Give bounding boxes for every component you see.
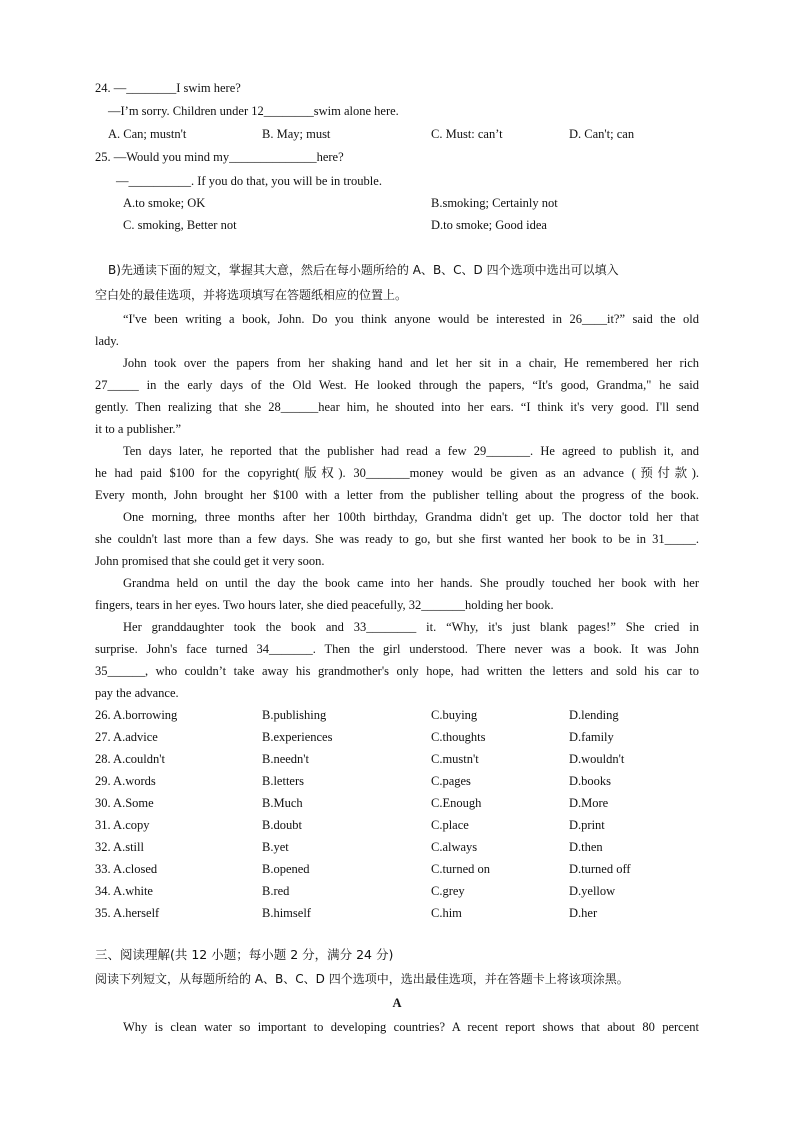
answer-option: C.mustn't — [431, 752, 479, 766]
answer-option: C.always — [431, 840, 478, 854]
answer-option: D.lending — [569, 708, 619, 722]
section-3-instruction: 阅读下列短文，从每题所给的 A、B、C、D 四个选项中，选出最佳选项，并在答题卡上将该项涂黑。 — [95, 972, 629, 986]
answer-option: 31. A.copy — [95, 818, 150, 832]
passage-label: A — [392, 996, 402, 1010]
passage-line: Her granddaughter took the book and 33________ it. “Why, it's just blank pages!” She cried in — [123, 620, 699, 634]
answer-option: D.family — [569, 730, 614, 744]
answer-option: C.turned on — [431, 862, 491, 876]
answer-option: 27. A.advice — [95, 730, 158, 744]
answer-option: C.pages — [431, 774, 471, 788]
q24-reply: —I’m sorry. Children under 12________swim alone here. — [108, 104, 399, 118]
passage-line: she couldn't last more than a few days. She was ready to go, but she first wanted her book to be in 31_____. — [95, 532, 699, 546]
answer-option: 26. A.borrowing — [95, 708, 178, 722]
answer-option: 30. A.Some — [95, 796, 154, 810]
q25-option-d: D.to smoke; Good idea — [431, 218, 547, 232]
answer-option: C.Enough — [431, 796, 482, 810]
answer-option: 35. A.herself — [95, 906, 160, 920]
passage-line: John took over the papers from her shaking hand and let her sit in a chair, He remembered her rich — [123, 356, 699, 370]
passage-line: Every month, John brought her $100 with a letter from the publisher telling about the progress of the book. — [95, 488, 699, 502]
answer-option: B.doubt — [262, 818, 302, 832]
answer-option: D.wouldn't — [569, 752, 625, 766]
answer-option: D.yellow — [569, 884, 616, 898]
answer-option: B.himself — [262, 906, 311, 920]
answer-option: B.experiences — [262, 730, 333, 744]
q25-option-c: C. smoking, Better not — [123, 218, 237, 232]
q24-option-a: A. Can; mustn't — [108, 127, 187, 141]
section-3-heading: 三、阅读理解(共 12 小题；每小题 2 分，满分 24 分) — [95, 947, 394, 962]
answer-option: B.red — [262, 884, 290, 898]
section-b-instruction-2: 空白处的最佳选项，并将选项填写在答题纸相应的位置上。 — [95, 288, 408, 302]
passage-line: Grandma held on until the day the book came into her hands. She proudly touched her book with her — [123, 576, 699, 590]
answer-option: D.then — [569, 840, 603, 854]
passage-line: One morning, three months after her 100th birthday, Grandma didn't get up. The doctor told her that — [123, 510, 699, 524]
passage-line: gently. Then realizing that she 28______hear him, he shouted into her ears. “I think it's very good. I'll send — [95, 400, 699, 414]
answer-option: C.him — [431, 906, 462, 920]
passage-line: John promised that she could get it very soon. — [95, 554, 325, 568]
passage-line: pay the advance. — [95, 686, 179, 700]
passage-a-first-line: Why is clean water so important to developing countries? A recent report shows that about 80 percent — [123, 1020, 699, 1034]
passage-line: “I've been writing a book, John. Do you think anyone would be interested in 26____it?” said the old — [123, 312, 699, 326]
answer-option: 34. A.white — [95, 884, 153, 898]
answer-option: 29. A.words — [95, 774, 156, 788]
answer-option: D.More — [569, 796, 609, 810]
passage-line: he had paid $100 for the copyright(版权). 30_______money would be given as an advance (预付款). — [95, 466, 699, 480]
answer-option: B.yet — [262, 840, 289, 854]
answer-option: B.Much — [262, 796, 303, 810]
passage-line: Ten days later, he reported that the publisher had read a few 29_______. He agreed to publish it, and — [123, 444, 699, 458]
answer-option: 28. A.couldn't — [95, 752, 165, 766]
answer-option: B.opened — [262, 862, 310, 876]
q25-option-a: A.to smoke; OK — [123, 196, 206, 210]
answer-option: 33. A.closed — [95, 862, 158, 876]
answer-option: C.grey — [431, 884, 465, 898]
q24-option-d: D. Can't; can — [569, 127, 635, 141]
passage-line: surprise. John's face turned 34_______. Then the girl understood. There never was a book. It was John — [95, 642, 699, 656]
q24-option-c: C. Must: can’t — [431, 127, 503, 141]
passage-line: 27_____ in the early days of the Old West. He looked through the papers, “It's good, Grandma," he said — [95, 378, 699, 392]
q24-stem: 24. —________I swim here? — [95, 81, 241, 95]
section-b-instruction-1: B)先通读下面的短文，掌握其大意，然后在每小题所给的 A、B、C、D 四个选项中选出可以填入 — [108, 263, 619, 277]
answer-option: D.turned off — [569, 862, 631, 876]
answer-option: B.letters — [262, 774, 305, 788]
answer-option: 32. A.still — [95, 840, 144, 854]
answer-option: C.buying — [431, 708, 478, 722]
passage-line: it to a publisher.” — [95, 422, 182, 436]
answer-option: D.print — [569, 818, 605, 832]
q25-reply: —__________. If you do that, you will be in trouble. — [116, 174, 382, 188]
answer-option: B.publishing — [262, 708, 327, 722]
answer-option: B.needn't — [262, 752, 310, 766]
passage-line: 35______, who couldn’t take away his grandmother's only hope, had written the letters and sold his car to — [95, 664, 699, 678]
passage-line: fingers, tears in her eyes. Two hours later, she died peacefully, 32_______holding her book. — [95, 598, 554, 612]
answer-option: C.place — [431, 818, 469, 832]
answer-option: D.her — [569, 906, 598, 920]
q25-stem: 25. —Would you mind my______________here? — [95, 150, 344, 164]
answer-option: D.books — [569, 774, 612, 788]
answer-option: C.thoughts — [431, 730, 486, 744]
q25-option-b: B.smoking; Certainly not — [431, 196, 558, 210]
q24-option-b: B. May; must — [262, 127, 331, 141]
passage-line: lady. — [95, 334, 119, 348]
